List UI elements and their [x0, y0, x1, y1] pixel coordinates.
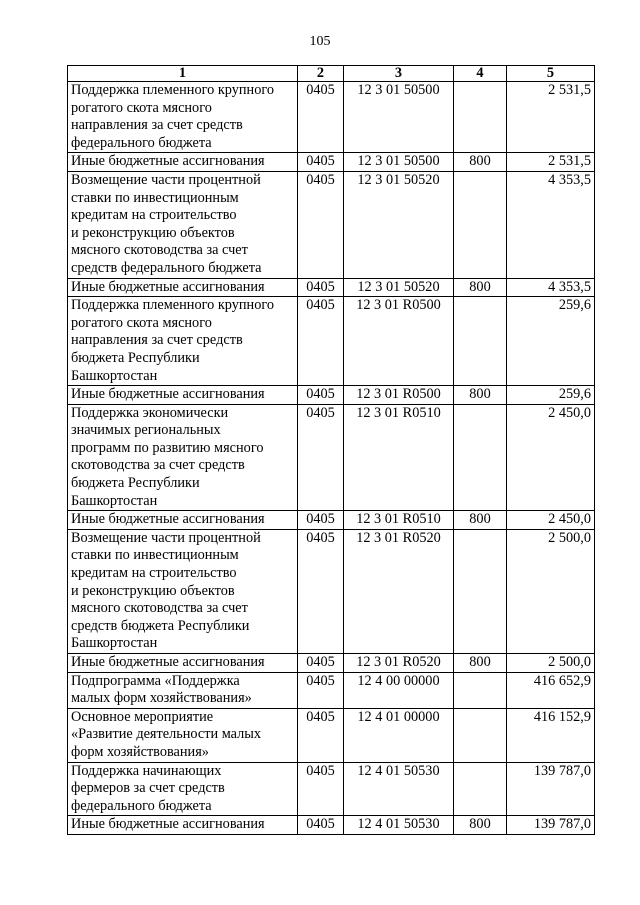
row-code-cell: 12 3 01 R0510 [344, 404, 454, 511]
row-section-cell: 0405 [298, 529, 344, 653]
row-name-cell: Возмещение части процентной ставки по инвестиционным кредитам на строительство и реконструкцию объектов мясного скотоводства за счет средств федерального бюджета [68, 171, 298, 278]
row-amount-cell: 2 500,0 [507, 529, 595, 653]
column-header-amount: 5 [507, 66, 595, 82]
row-section-cell: 0405 [298, 816, 344, 835]
row-amount-cell: 4 353,5 [507, 171, 595, 278]
row-name-cell: Иные бюджетные ассигнования [68, 816, 298, 835]
row-type-cell: 800 [454, 654, 507, 673]
table-row [68, 386, 595, 405]
table-row [68, 278, 595, 297]
row-section-cell: 0405 [298, 153, 344, 172]
table-row [68, 171, 595, 278]
row-section-cell: 0405 [298, 708, 344, 762]
row-code-cell: 12 4 01 50530 [344, 762, 454, 816]
row-amount-cell: 259,6 [507, 386, 595, 405]
row-name-cell: Иные бюджетные ассигнования [68, 278, 298, 297]
row-name-cell: Подпрограмма «Поддержка малых форм хозяйствования» [68, 672, 298, 708]
row-section-cell: 0405 [298, 82, 344, 153]
row-amount-cell: 2 500,0 [507, 654, 595, 673]
table-row [68, 762, 595, 816]
row-name-cell: Иные бюджетные ассигнования [68, 654, 298, 673]
row-type-cell [454, 297, 507, 386]
row-code-cell: 12 3 01 R0520 [344, 654, 454, 673]
row-section-cell: 0405 [298, 171, 344, 278]
column-header-type: 4 [454, 66, 507, 82]
row-code-cell: 12 3 01 R0500 [344, 297, 454, 386]
row-type-cell: 800 [454, 511, 507, 530]
row-name-cell: Иные бюджетные ассигнования [68, 386, 298, 405]
row-type-cell: 800 [454, 278, 507, 297]
row-type-cell: 800 [454, 153, 507, 172]
table-row [68, 82, 595, 153]
row-code-cell: 12 3 01 50500 [344, 82, 454, 153]
row-section-cell: 0405 [298, 672, 344, 708]
table-row [68, 708, 595, 762]
row-name-cell: Поддержка племенного крупного рогатого скота мясного направления за счет средств бюджета Республики Башкортостан [68, 297, 298, 386]
row-amount-cell: 2 531,5 [507, 153, 595, 172]
row-amount-cell: 139 787,0 [507, 816, 595, 835]
row-section-cell: 0405 [298, 654, 344, 673]
row-type-cell [454, 171, 507, 278]
row-name-cell: Иные бюджетные ассигнования [68, 511, 298, 530]
row-amount-cell: 2 450,0 [507, 511, 595, 530]
table-row [68, 672, 595, 708]
table-row [68, 511, 595, 530]
row-amount-cell: 2 531,5 [507, 82, 595, 153]
row-amount-cell: 416 652,9 [507, 672, 595, 708]
row-amount-cell: 2 450,0 [507, 404, 595, 511]
row-type-cell [454, 708, 507, 762]
budget-table [67, 65, 595, 835]
row-name-cell: Возмещение части процентной ставки по инвестиционным кредитам на строительство и реконструкцию объектов мясного скотоводства за счет средств бюджета Республики Башкортостан [68, 529, 298, 653]
row-code-cell: 12 3 01 R0500 [344, 386, 454, 405]
column-header-name: 1 [68, 66, 298, 82]
table-row [68, 297, 595, 386]
row-section-cell: 0405 [298, 386, 344, 405]
row-amount-cell: 416 152,9 [507, 708, 595, 762]
row-type-cell: 800 [454, 386, 507, 405]
row-type-cell: 800 [454, 816, 507, 835]
row-code-cell: 12 3 01 50520 [344, 171, 454, 278]
row-name-cell: Поддержка племенного крупного рогатого скота мясного направления за счет средств федерального бюджета [68, 82, 298, 153]
row-code-cell: 12 3 01 50500 [344, 153, 454, 172]
row-amount-cell: 4 353,5 [507, 278, 595, 297]
table-row [68, 404, 595, 511]
row-section-cell: 0405 [298, 762, 344, 816]
column-header-section: 2 [298, 66, 344, 82]
table-header-row [68, 66, 595, 82]
row-section-cell: 0405 [298, 278, 344, 297]
row-type-cell [454, 672, 507, 708]
row-section-cell: 0405 [298, 297, 344, 386]
row-code-cell: 12 3 01 R0520 [344, 529, 454, 653]
row-name-cell: Поддержка начинающих фермеров за счет средств федерального бюджета [68, 762, 298, 816]
table-row [68, 816, 595, 835]
row-code-cell: 12 4 01 00000 [344, 708, 454, 762]
row-type-cell [454, 529, 507, 653]
column-header-code: 3 [344, 66, 454, 82]
row-name-cell: Поддержка экономически значимых региональных программ по развитию мясного скотоводства за счет средств бюджета Республики Башкортостан [68, 404, 298, 511]
table-row [68, 529, 595, 653]
row-section-cell: 0405 [298, 404, 344, 511]
row-type-cell [454, 404, 507, 511]
row-amount-cell: 139 787,0 [507, 762, 595, 816]
row-code-cell: 12 4 00 00000 [344, 672, 454, 708]
table-row [68, 153, 595, 172]
row-code-cell: 12 3 01 R0510 [344, 511, 454, 530]
row-name-cell: Основное мероприятие «Развитие деятельности малых форм хозяйствования» [68, 708, 298, 762]
table-row [68, 654, 595, 673]
row-code-cell: 12 3 01 50520 [344, 278, 454, 297]
page-number: 105 [309, 34, 331, 49]
row-amount-cell: 259,6 [507, 297, 595, 386]
row-type-cell [454, 82, 507, 153]
row-section-cell: 0405 [298, 511, 344, 530]
row-code-cell: 12 4 01 50530 [344, 816, 454, 835]
row-type-cell [454, 762, 507, 816]
row-name-cell: Иные бюджетные ассигнования [68, 153, 298, 172]
